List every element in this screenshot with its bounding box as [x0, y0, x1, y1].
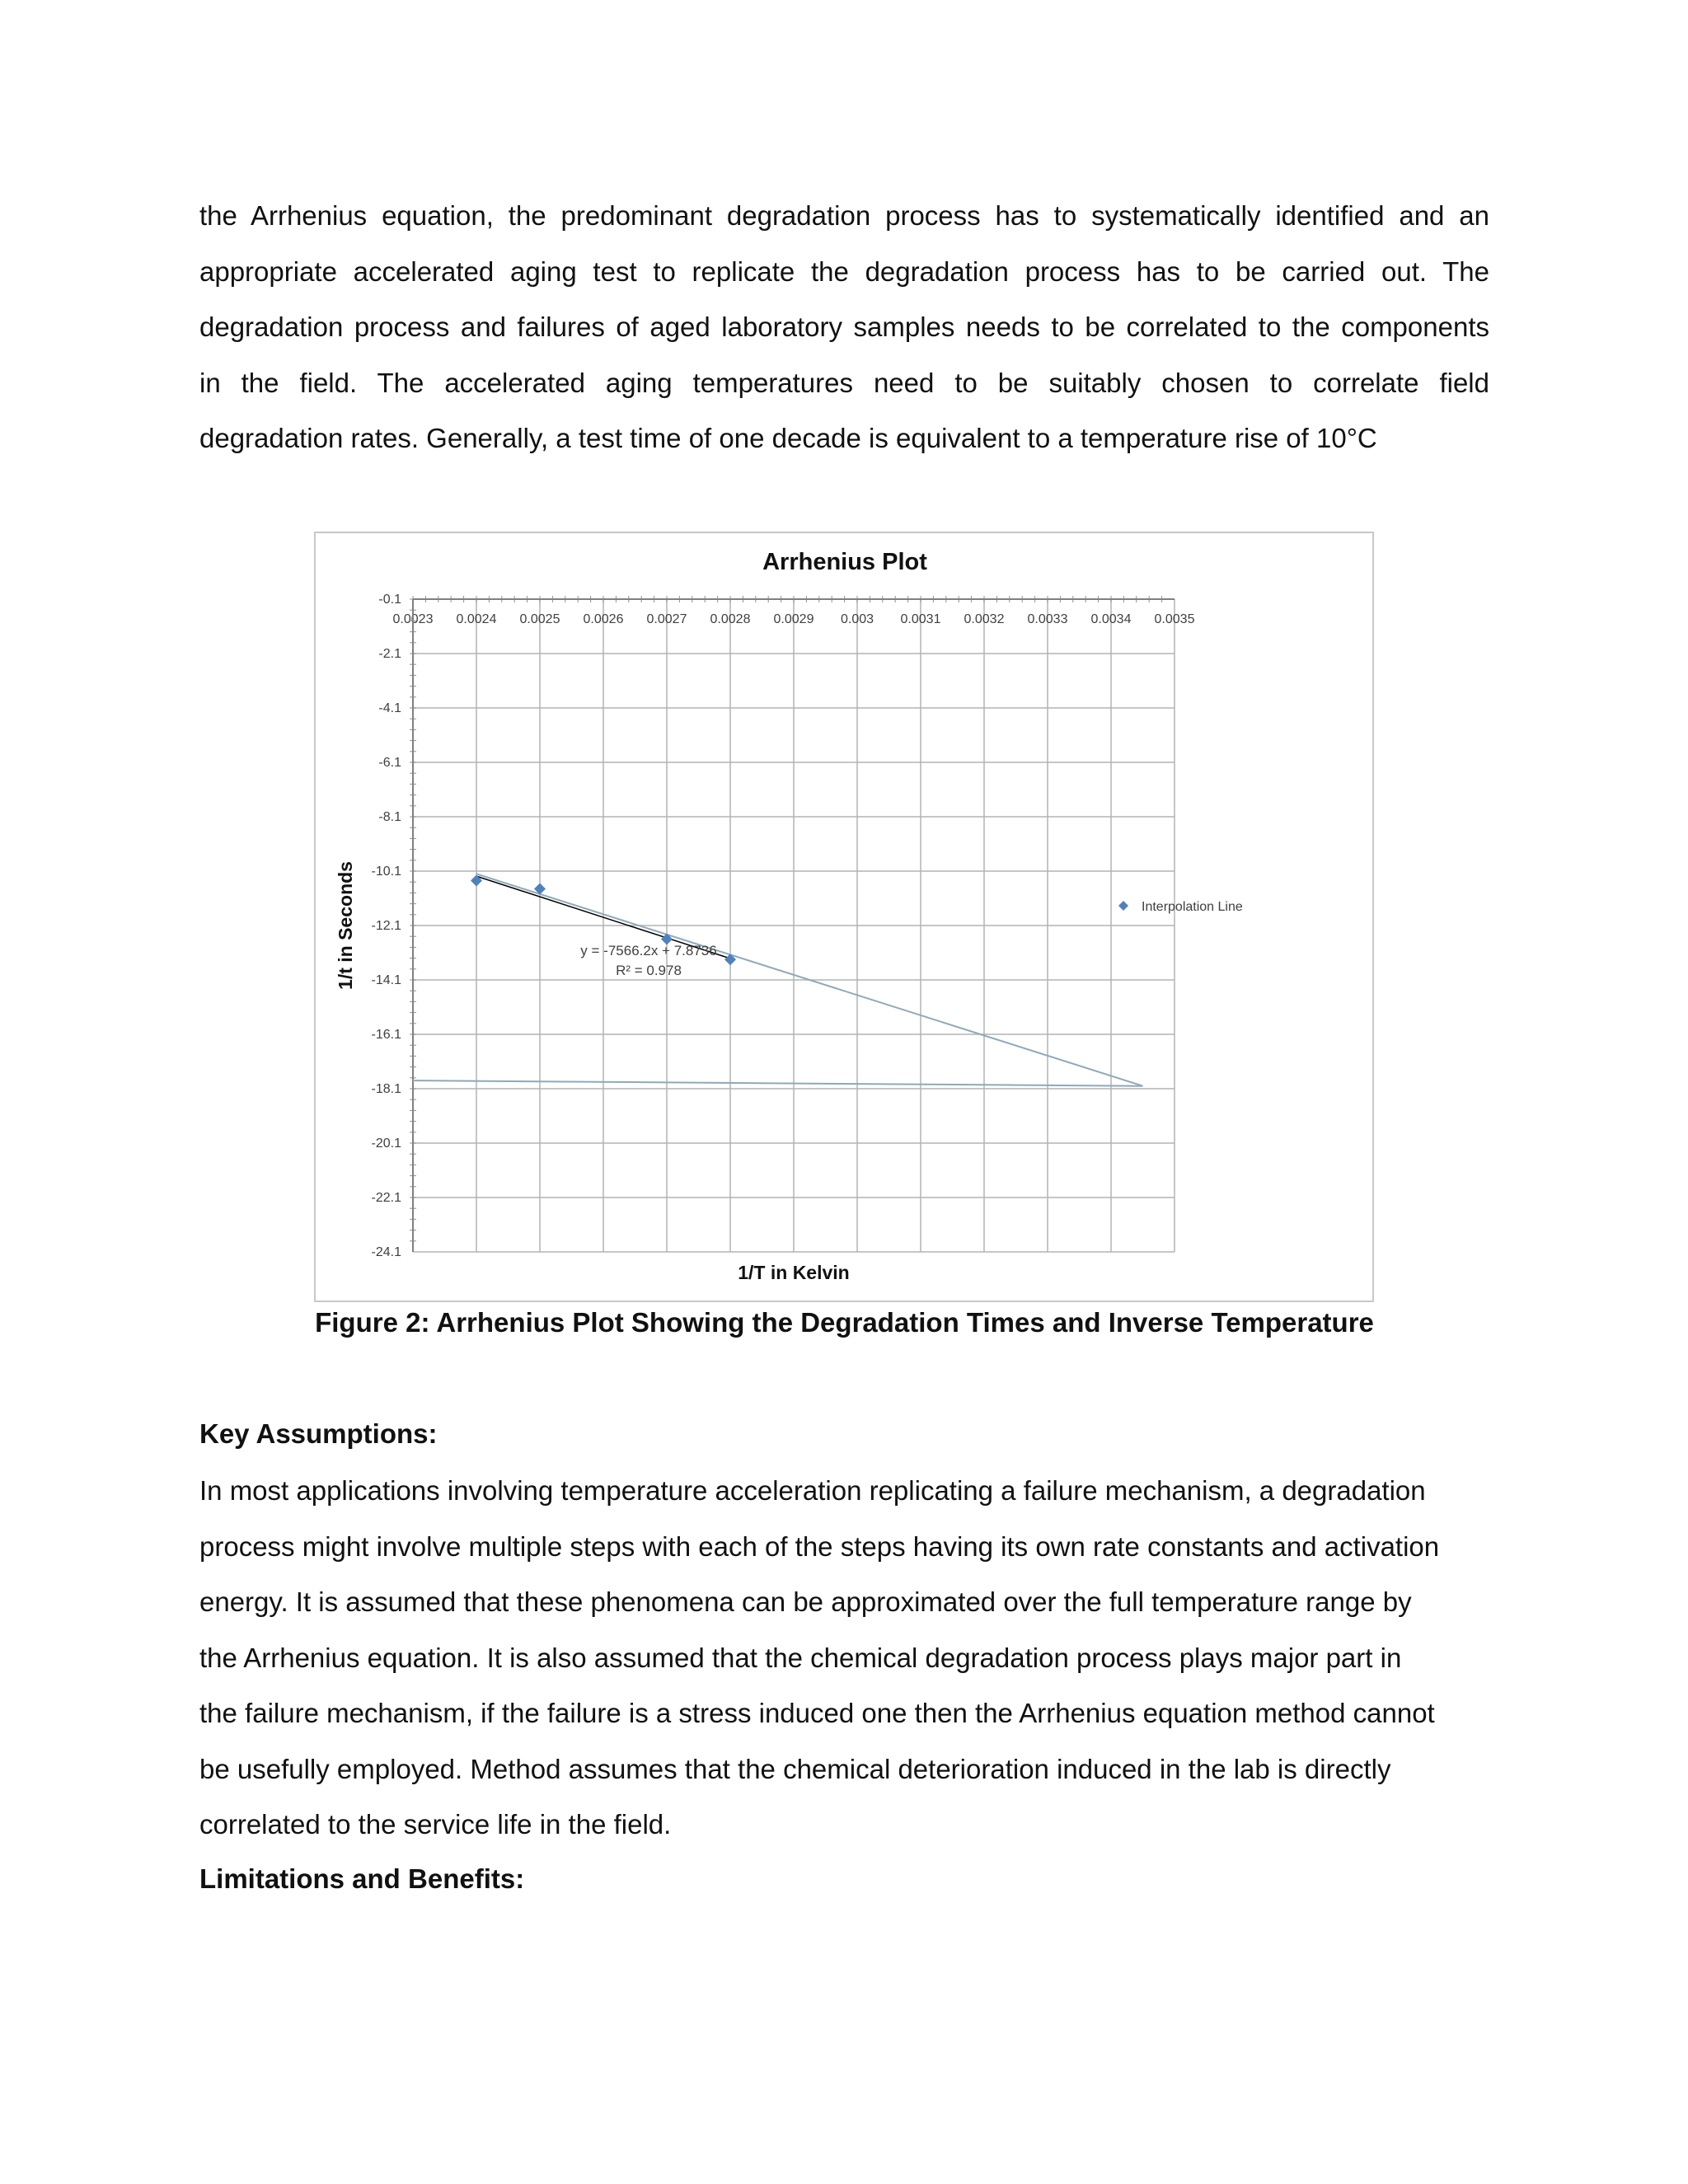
- chart-title: Arrhenius Plot: [762, 549, 927, 575]
- assumptions-line: energy. It is assumed that these phenomena can be approximated over the full temperature range by: [199, 1586, 1412, 1617]
- legend-label: Interpolation Line: [1142, 900, 1243, 914]
- key-assumptions-paragraph: [199, 1463, 1489, 1853]
- key-assumptions-heading: Key Assumptions:: [199, 1418, 438, 1449]
- assumptions-line: In most applications involving temperature acceleration replicating a failure mechanism, a degradation: [199, 1475, 1426, 1506]
- x-tick-label: 0.0029: [773, 612, 814, 626]
- intro-line: in the field. The accelerated aging temperatures need to be suitably chosen to correlate field: [199, 367, 1489, 398]
- intro-paragraph: [199, 188, 1489, 466]
- y-tick-label: -12.1: [371, 919, 401, 933]
- y-tick-label: -14.1: [371, 973, 401, 987]
- y-tick-label: -6.1: [378, 756, 401, 770]
- y-tick-label: -20.1: [371, 1137, 401, 1151]
- x-tick-label: 0.0025: [519, 612, 560, 626]
- x-tick-label: 0.0027: [646, 612, 687, 626]
- arrhenius-chart: [314, 532, 1374, 1302]
- legend-marker: [1118, 901, 1128, 911]
- y-tick-label: -0.1: [378, 593, 401, 607]
- x-tick-label: 0.0026: [583, 612, 624, 626]
- assumptions-line: the Arrhenius equation. It is also assumed that the chemical degradation process plays major part in: [199, 1642, 1402, 1673]
- assumptions-line: process might involve multiple steps with each of the steps having its own rate constants and activation: [199, 1530, 1440, 1562]
- data-point: [471, 875, 482, 887]
- x-tick-label: 0.0024: [456, 612, 497, 626]
- y-tick-label: -8.1: [378, 810, 401, 824]
- x-tick-label: 0.0023: [392, 612, 434, 626]
- y-tick-label: -2.1: [378, 647, 401, 661]
- y-tick-label: -4.1: [378, 701, 401, 715]
- assumptions-line: the failure mechanism, if the failure is a stress induced one then the Arrhenius equation method cannot: [199, 1698, 1435, 1728]
- trendline-r-squared: R² = 0.978: [616, 963, 682, 978]
- y-tick-label: -10.1: [371, 865, 401, 879]
- extended-line: [413, 1080, 1143, 1086]
- figure-caption: Figure 2: Arrhenius Plot Showing the Degradation Times and Inverse Temperature: [315, 1307, 1374, 1338]
- x-tick-label: 0.0033: [1027, 612, 1068, 626]
- intro-line: appropriate accelerated aging test to replicate the degradation process has to be carried out. The: [199, 255, 1489, 287]
- chart-svg: [316, 533, 1376, 1304]
- assumptions-line: be usefully employed. Method assumes that the chemical deterioration induced in the lab is directly: [199, 1753, 1391, 1784]
- y-tick-label: -24.1: [371, 1245, 401, 1259]
- y-tick-label: -16.1: [371, 1028, 401, 1042]
- x-axis-title: 1/T in Kelvin: [738, 1262, 850, 1283]
- y-tick-label: -18.1: [371, 1082, 401, 1096]
- intro-line: degradation process and failures of aged laboratory samples needs to be correlated to the components: [199, 312, 1489, 342]
- x-tick-label: 0.0035: [1154, 612, 1195, 626]
- x-tick-label: 0.0034: [1090, 612, 1132, 626]
- x-tick-label: 0.0028: [710, 612, 751, 626]
- y-axis-title: 1/t in Seconds: [335, 861, 356, 990]
- limitations-heading: Limitations and Benefits:: [199, 1863, 525, 1894]
- x-tick-label: 0.003: [840, 612, 874, 626]
- trendline-equation: y = -7566.2x + 7.8736: [580, 943, 717, 958]
- intro-line: degradation rates. Generally, a test time of one decade is equivalent to a temperature rise of 10°C: [199, 423, 1377, 453]
- y-tick-label: -22.1: [371, 1191, 401, 1205]
- x-tick-label: 0.0031: [900, 612, 941, 626]
- assumptions-line: correlated to the service life in the field.: [199, 1809, 672, 1840]
- x-tick-label: 0.0032: [964, 612, 1005, 626]
- intro-line: the Arrhenius equation, the predominant degradation process has to systematically identified and an: [199, 200, 1489, 231]
